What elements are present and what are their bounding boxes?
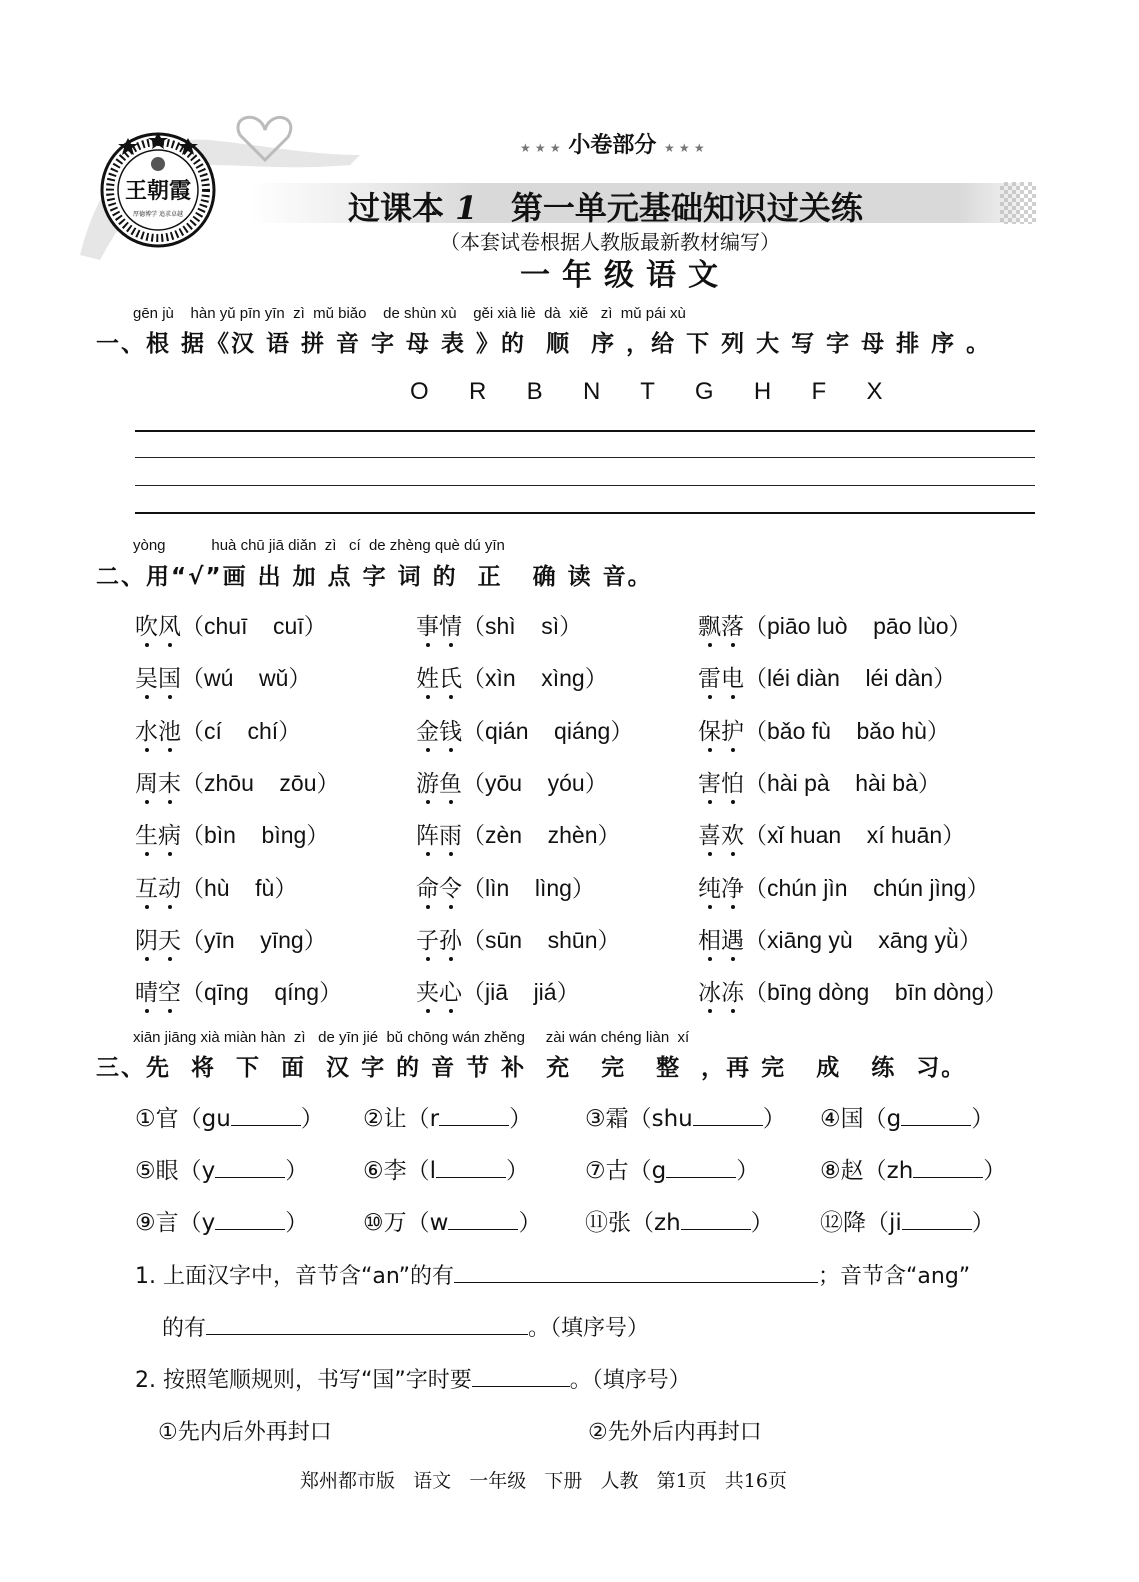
word: 相遇 [698, 928, 744, 954]
word: 害怕 [698, 771, 744, 797]
pronunciation-item [698, 608, 972, 641]
syllable-item [585, 1100, 786, 1133]
word: 姓氏 [416, 666, 462, 692]
pinyin-options[interactable]: （léi diàn léi dàn） [744, 665, 957, 691]
answer-blank[interactable] [439, 1125, 509, 1126]
pinyin-options[interactable]: （cí chí） [181, 718, 302, 744]
word: 互动 [135, 876, 181, 902]
answer-blank[interactable] [901, 1125, 971, 1126]
answer-blank[interactable] [681, 1229, 751, 1230]
closing-paren: ） [971, 1106, 995, 1132]
pinyin-options[interactable]: （sūn shūn） [462, 927, 621, 953]
star-icon: ★ ★ ★ [520, 141, 561, 155]
word: 阴天 [135, 928, 181, 954]
word: 保护 [698, 719, 744, 745]
section2-pinyin: yòng huà chū jiā diǎn zì cí de zhèng què dú yīn [133, 537, 505, 554]
pronunciation-item [416, 608, 582, 641]
top-label-text: 小卷部分 [568, 133, 657, 158]
word: 金钱 [416, 719, 462, 745]
syllable-label: ③霜（shu [585, 1106, 693, 1132]
writing-line [135, 430, 1035, 432]
pinyin-options[interactable]: （xiāng yù xāng yǜ） [744, 927, 982, 953]
pinyin-options[interactable]: （bīng dòng bīn dòng） [744, 979, 1008, 1005]
pronunciation-item [416, 713, 633, 746]
pronunciation-item [135, 608, 327, 641]
pronunciation-item [698, 660, 956, 693]
syllable-label: ①官（gu [135, 1106, 231, 1132]
answer-blank[interactable] [454, 1282, 818, 1283]
q1-text: ；音节含“ang” [818, 1264, 971, 1289]
answer-blank[interactable] [902, 1229, 972, 1230]
question-1-line1 [135, 1259, 970, 1290]
title-main: 过课本 [348, 189, 445, 227]
pinyin-options[interactable]: （shì sì） [462, 613, 583, 639]
word: 子孙 [416, 928, 462, 954]
word: 纯净 [698, 876, 744, 902]
syllable-label: ⑧赵（zh [820, 1158, 914, 1184]
syllable-label: ⑤眼（y [135, 1158, 216, 1184]
pinyin-options[interactable]: （bǎo fù bǎo hù） [744, 718, 950, 744]
syllable-item [135, 1152, 308, 1185]
syllable-item [363, 1100, 532, 1133]
pronunciation-item [135, 660, 311, 693]
pinyin-options[interactable]: （chuī cuī） [181, 613, 327, 639]
word: 生病 [135, 823, 181, 849]
closing-paren: ） [509, 1106, 533, 1132]
pinyin-options[interactable]: （zèn zhèn） [462, 822, 621, 848]
pronunciation-item [135, 870, 297, 903]
pronunciation-item [698, 974, 1007, 1007]
pinyin-options[interactable]: （lìn lìng） [462, 875, 595, 901]
syllable-item [585, 1204, 774, 1237]
title-number: 1 [455, 189, 478, 227]
grade-title: 一年级语文 [520, 258, 730, 293]
syllable-item [585, 1152, 759, 1185]
star-icon: ★ ★ ★ [664, 141, 705, 155]
syllable-label: ⑫降（ji [820, 1210, 902, 1236]
pronunciation-item [698, 922, 982, 955]
word: 晴空 [135, 980, 181, 1006]
syllable-item [820, 1152, 1006, 1185]
syllable-item [363, 1152, 529, 1185]
syllable-item [820, 1204, 995, 1237]
answer-blank[interactable] [693, 1125, 763, 1126]
checker-pattern [1000, 182, 1036, 224]
pinyin-options[interactable]: （hù fù） [181, 875, 298, 901]
pronunciation-item [698, 765, 941, 798]
pronunciation-item [135, 817, 329, 850]
pinyin-options[interactable]: （xìn xìng） [462, 665, 608, 691]
pinyin-options[interactable]: （piāo luò pāo lùo） [744, 613, 972, 639]
svg-text:王朝霞: 王朝霞 [124, 178, 192, 204]
closing-paren: ） [285, 1158, 309, 1184]
section1-pinyin: gēn jù hàn yǔ pīn yīn zì mǔ biǎo de shùn xù gěi xià liè dà xiě zì mǔ pái xù [133, 305, 686, 322]
answer-blank[interactable] [206, 1334, 528, 1335]
pinyin-options[interactable]: （zhōu zōu） [181, 770, 340, 796]
pinyin-options[interactable]: （qián qiáng） [462, 718, 634, 744]
top-label [520, 128, 705, 159]
section1-heading: 一、根 据《汉 语 拼 音 字 母 表 》的 顺 序 ，给 下 列 大 写 字 母 排 序 。 [96, 331, 992, 357]
word: 事情 [416, 614, 462, 640]
syllable-label: ⑪张（zh [585, 1210, 681, 1236]
pronunciation-item [698, 817, 965, 850]
pronunciation-item [698, 713, 950, 746]
answer-blank[interactable] [666, 1177, 736, 1178]
answer-blank[interactable] [215, 1229, 285, 1230]
pronunciation-item [135, 922, 327, 955]
syllable-item [820, 1100, 994, 1133]
word: 夹心 [416, 980, 462, 1006]
section3-pinyin: xiān jiāng xià miàn hàn zì de yīn jié bǔ chōng wán zhěng zài wán chéng liàn xí [133, 1029, 690, 1046]
option-2: ②先外后内再封口 [588, 1420, 762, 1445]
q1-text: 的有 [162, 1316, 207, 1341]
writing-line [135, 457, 1035, 458]
closing-paren: ） [983, 1158, 1007, 1184]
pronunciation-item [416, 765, 608, 798]
answer-blank[interactable] [436, 1177, 506, 1178]
syllable-label: ⑨言（y [135, 1210, 216, 1236]
syllable-label: ②让（r [363, 1106, 440, 1132]
pinyin-options[interactable]: （yīn yīng） [181, 927, 327, 953]
section3-heading: 三、先 将 下 面 汉 字 的 音 节 补 充 完 整 ，再 完 成 练 习。 [96, 1055, 967, 1081]
closing-paren: ） [300, 1106, 324, 1132]
pinyin-options[interactable]: （jiā jiá） [462, 979, 580, 1005]
word: 命令 [416, 876, 462, 902]
word: 水池 [135, 719, 181, 745]
closing-paren: ） [762, 1106, 786, 1132]
word: 吹风 [135, 614, 181, 640]
closing-paren: ） [750, 1210, 774, 1236]
q2-text: 2. 按照笔顺规则，书写“国”字时要 [135, 1368, 472, 1393]
q1-text: 。（填序号） [528, 1316, 650, 1341]
q2-text: 。（填序号） [569, 1368, 691, 1393]
answer-blank[interactable] [215, 1177, 285, 1178]
syllable-label: ⑦古（g [585, 1158, 667, 1184]
word: 喜欢 [698, 823, 744, 849]
title-rest: 第一单元基础知识过关练 [510, 189, 863, 227]
pronunciation-item [416, 660, 608, 693]
pinyin-options[interactable]: （chún jìn chún jìng） [744, 875, 990, 901]
logo-seal [98, 130, 218, 250]
pronunciation-item [698, 870, 989, 903]
pinyin-options[interactable]: （yōu yóu） [462, 770, 608, 796]
letter-sequence: O R B N T G H F X [410, 378, 884, 405]
question-1-line2 [162, 1311, 649, 1342]
answer-blank[interactable] [231, 1125, 301, 1126]
word: 游鱼 [416, 771, 462, 797]
writing-line [135, 485, 1035, 486]
page-title [348, 183, 863, 229]
pronunciation-item [416, 870, 595, 903]
page-footer: 郑州都市版 语文 一年级 下册 人教 第1页 共16页 [300, 1470, 787, 1492]
pinyin-options[interactable]: （wú wǔ） [181, 665, 312, 691]
pronunciation-item [416, 974, 580, 1007]
pinyin-options[interactable]: （qīng qíng） [181, 979, 343, 1005]
pinyin-options[interactable]: （xǐ huan xí huān） [744, 822, 966, 848]
syllable-item [135, 1204, 308, 1237]
answer-blank[interactable] [913, 1177, 983, 1178]
syllable-label: ⑥李（l [363, 1158, 437, 1184]
word: 雷电 [698, 666, 744, 692]
subtitle: （本套试卷根据人教版最新教材编写） [440, 230, 780, 254]
syllable-item [135, 1100, 324, 1133]
writing-line [135, 512, 1035, 514]
pinyin-options[interactable]: （hài pà hài bà） [744, 770, 941, 796]
pronunciation-item [135, 974, 342, 1007]
pronunciation-item [416, 817, 621, 850]
closing-paren: ） [518, 1210, 542, 1236]
syllable-label: ④国（g [820, 1106, 902, 1132]
closing-paren: ） [971, 1210, 995, 1236]
pronunciation-item [416, 922, 621, 955]
syllable-item [363, 1204, 541, 1237]
pronunciation-item [135, 713, 301, 746]
syllable-label: ⑩万（w [363, 1210, 449, 1236]
q1-text: 1. 上面汉字中，音节含“an”的有 [135, 1264, 455, 1289]
word: 周末 [135, 771, 181, 797]
word: 冰冻 [698, 980, 744, 1006]
svg-text:厚德博学 追求卓越: 厚德博学 追求卓越 [133, 211, 183, 218]
word: 阵雨 [416, 823, 462, 849]
word: 飘落 [698, 614, 744, 640]
closing-paren: ） [285, 1210, 309, 1236]
pronunciation-item [135, 765, 340, 798]
option-1: ①先内后外再封口 [158, 1420, 332, 1445]
section2-heading: 二、用“√”画 出 加 点 字 词 的 正 确 读 音。 [96, 564, 653, 590]
closing-paren: ） [506, 1158, 530, 1184]
closing-paren: ） [736, 1158, 760, 1184]
answer-blank[interactable] [448, 1229, 518, 1230]
word: 吴国 [135, 666, 181, 692]
pinyin-options[interactable]: （bìn bìng） [181, 822, 330, 848]
answer-blank[interactable] [472, 1386, 570, 1387]
question-2 [135, 1363, 691, 1394]
